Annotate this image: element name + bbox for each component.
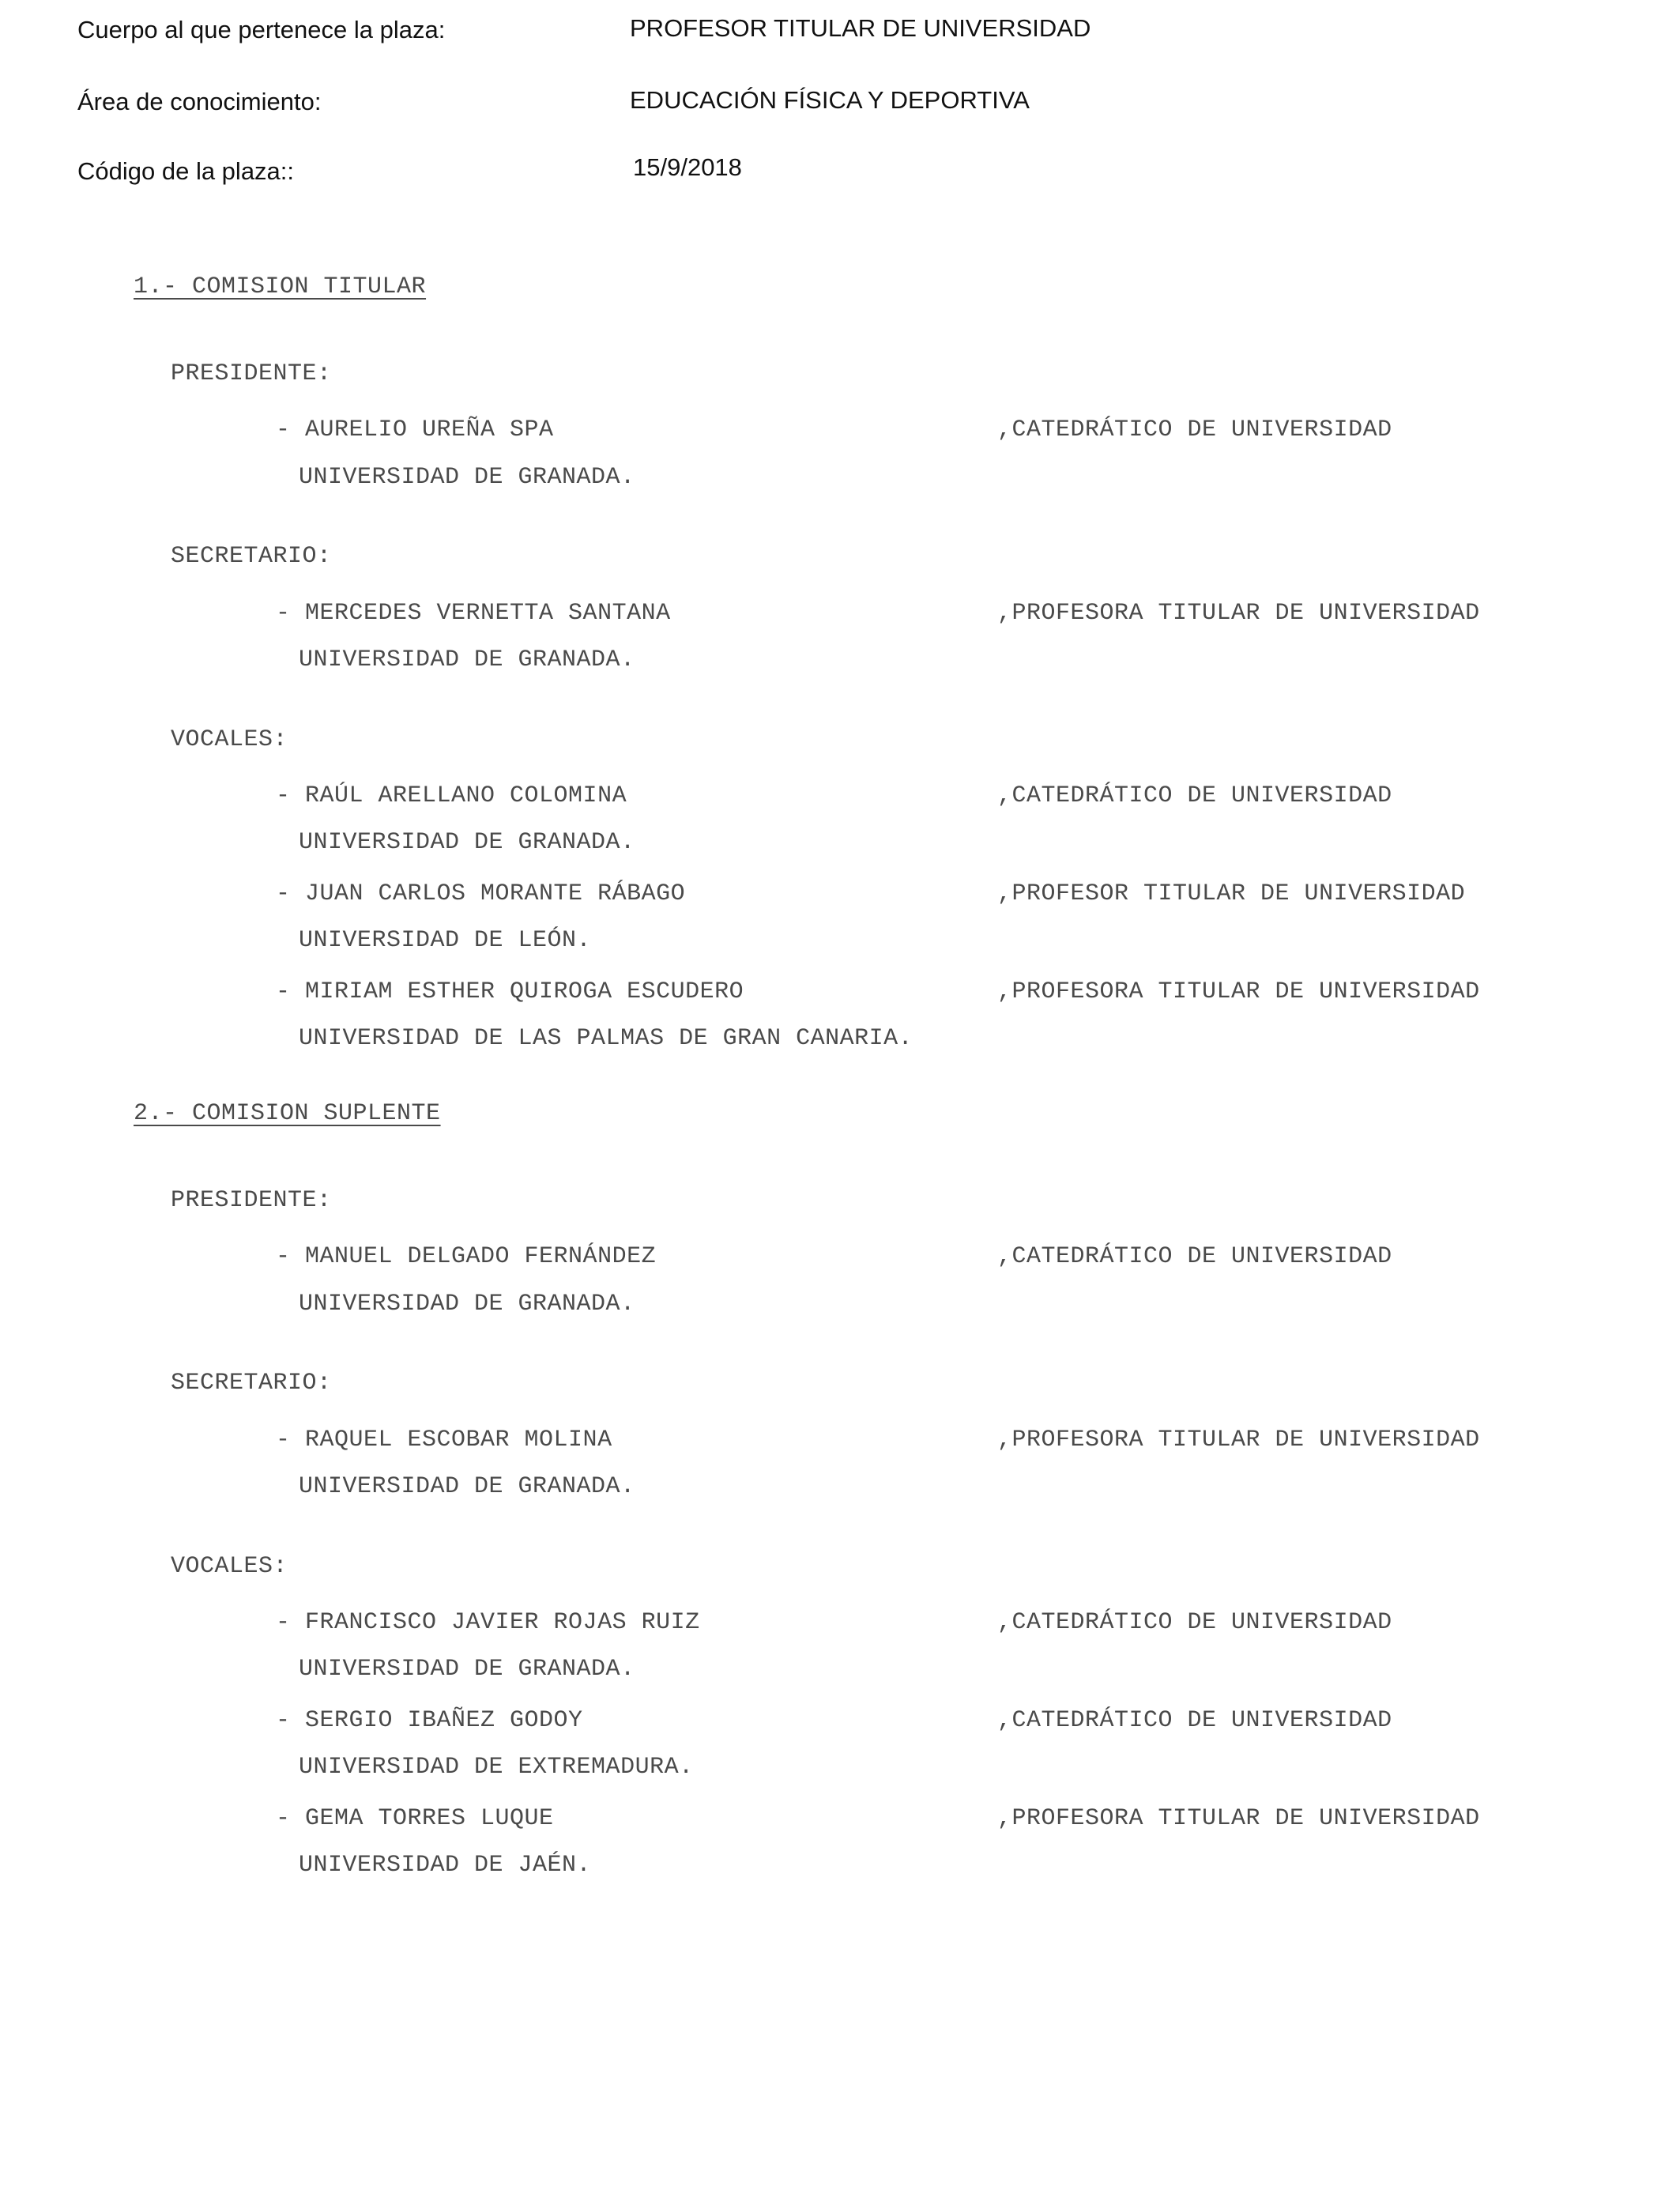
member-university: UNIVERSIDAD DE GRANADA.: [299, 647, 635, 673]
header-value-codigo: 15/9/2018: [633, 153, 742, 181]
member-category: ,CATEDRÁTICO DE UNIVERSIDAD: [997, 1243, 1392, 1270]
member-category: ,PROFESOR TITULAR DE UNIVERSIDAD: [997, 880, 1466, 907]
member-university: UNIVERSIDAD DE GRANADA.: [299, 1291, 635, 1318]
member-university: UNIVERSIDAD DE GRANADA.: [299, 1473, 635, 1500]
member-name: - RAQUEL ESCOBAR MOLINA: [276, 1427, 612, 1453]
role-secretario: SECRETARIO:: [171, 1370, 332, 1397]
member-university: UNIVERSIDAD DE GRANADA.: [299, 1656, 635, 1683]
member-name: - MANUEL DELGADO FERNÁNDEZ: [276, 1243, 657, 1270]
member-name: - FRANCISCO JAVIER ROJAS RUIZ: [276, 1609, 700, 1636]
role-vocales: VOCALES:: [171, 726, 288, 753]
member-name: - JUAN CARLOS MORANTE RÁBAGO: [276, 880, 686, 907]
member-category: ,PROFESORA TITULAR DE UNIVERSIDAD: [997, 1427, 1480, 1453]
member-category: ,CATEDRÁTICO DE UNIVERSIDAD: [997, 417, 1392, 443]
member-university: UNIVERSIDAD DE LAS PALMAS DE GRAN CANARIA.: [299, 1025, 913, 1052]
member-name: - GEMA TORRES LUQUE: [276, 1805, 554, 1832]
member-name: - MERCEDES VERNETTA SANTANA: [276, 600, 671, 627]
member-university: UNIVERSIDAD DE JAÉN.: [299, 1852, 592, 1879]
role-presidente: PRESIDENTE:: [171, 360, 332, 387]
role-vocales: VOCALES:: [171, 1553, 288, 1580]
member-university: UNIVERSIDAD DE EXTREMADURA.: [299, 1754, 694, 1781]
member-name: - RAÚL ARELLANO COLOMINA: [276, 782, 627, 809]
member-university: UNIVERSIDAD DE GRANADA.: [299, 829, 635, 856]
header-label-area: Área de conocimiento:: [77, 88, 322, 115]
header-value-area: EDUCACIÓN FÍSICA Y DEPORTIVA: [630, 86, 1030, 114]
role-secretario: SECRETARIO:: [171, 543, 332, 570]
member-name: - MIRIAM ESTHER QUIROGA ESCUDERO: [276, 978, 744, 1005]
header-label-codigo: Código de la plaza::: [77, 157, 295, 185]
member-name: - SERGIO IBAÑEZ GODOY: [276, 1707, 583, 1734]
member-category: ,CATEDRÁTICO DE UNIVERSIDAD: [997, 782, 1392, 809]
header-value-cuerpo: PROFESOR TITULAR DE UNIVERSIDAD: [630, 14, 1091, 42]
member-category: ,CATEDRÁTICO DE UNIVERSIDAD: [997, 1609, 1392, 1636]
role-presidente: PRESIDENTE:: [171, 1187, 332, 1214]
member-university: UNIVERSIDAD DE LEÓN.: [299, 927, 592, 954]
member-category: ,PROFESORA TITULAR DE UNIVERSIDAD: [997, 600, 1480, 627]
member-name: - AURELIO UREÑA SPA: [276, 417, 554, 443]
member-university: UNIVERSIDAD DE GRANADA.: [299, 464, 635, 491]
header-label-cuerpo: Cuerpo al que pertenece la plaza:: [77, 16, 446, 43]
section-title: 2.- COMISION SUPLENTE: [134, 1100, 441, 1127]
member-category: ,CATEDRÁTICO DE UNIVERSIDAD: [997, 1707, 1392, 1734]
member-category: ,PROFESORA TITULAR DE UNIVERSIDAD: [997, 1805, 1480, 1832]
section-title: 1.- COMISION TITULAR: [134, 273, 427, 300]
member-category: ,PROFESORA TITULAR DE UNIVERSIDAD: [997, 978, 1480, 1005]
